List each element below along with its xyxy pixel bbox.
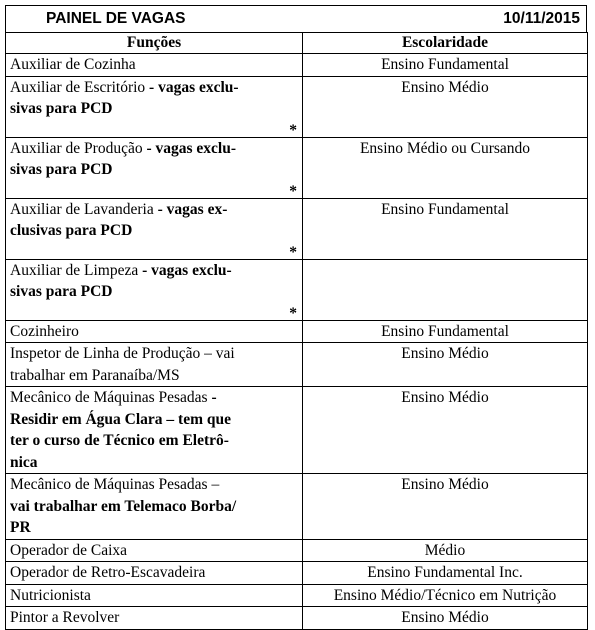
funcao-note: - vagas exclu-	[146, 139, 236, 157]
table-row	[6, 54, 588, 77]
cell-escolaridade: Ensino Médio	[303, 607, 588, 630]
cell-funcao	[6, 259, 303, 320]
panel-header	[5, 5, 587, 32]
cell-funcao	[6, 387, 303, 474]
funcao-text: Nutricionista	[10, 586, 91, 604]
cell-escolaridade: Médio	[303, 539, 588, 562]
funcao-text: Pintor a Revolver	[10, 609, 120, 626]
funcao-line	[10, 474, 297, 496]
funcao-text: Cozinheiro	[10, 322, 79, 340]
funcao-note: - vagas exclu-	[149, 78, 239, 96]
pcd-asterisk: *	[289, 304, 297, 322]
funcao-line	[10, 138, 297, 160]
table-row	[6, 259, 588, 320]
funcao-line	[10, 199, 297, 221]
cell-escolaridade: Ensino Fundamental Inc.	[303, 562, 588, 585]
funcao-note: nica	[10, 453, 38, 471]
funcao-line	[10, 387, 297, 409]
funcao-note: ter o curso de Técnico em Eletrô-	[10, 432, 229, 449]
pcd-asterisk: *	[289, 182, 297, 200]
cell-funcao	[6, 562, 303, 585]
funcao-note: - vagas ex-	[157, 200, 228, 218]
table-row	[6, 562, 588, 585]
funcao-text: Mecânico de Máquinas Pesadas	[10, 389, 212, 406]
funcao-text: Mecânico de Máquinas Pesadas –	[10, 476, 220, 493]
funcao-line	[10, 430, 297, 452]
cell-funcao	[6, 76, 303, 137]
column-header-funcoes: Funções	[6, 33, 303, 54]
table-row	[6, 137, 588, 198]
funcao-note: - vagas exclu-	[142, 261, 232, 279]
cell-funcao	[6, 320, 303, 343]
funcao-line	[10, 585, 297, 607]
vacancy-panel	[5, 5, 587, 630]
funcao-line	[10, 159, 297, 181]
funcao-line	[10, 98, 297, 120]
cell-funcao	[6, 343, 303, 387]
cell-funcao	[6, 474, 303, 540]
cell-escolaridade: Ensino Fundamental	[303, 320, 588, 343]
funcao-text: Auxiliar de Produção	[10, 139, 147, 157]
funcao-text: Operador de Caixa	[10, 541, 128, 559]
funcao-line	[10, 409, 297, 431]
table-row	[6, 76, 588, 137]
table-header-row	[6, 33, 588, 54]
funcao-note: PR	[10, 519, 31, 536]
funcao-text: Auxiliar de Escritório	[10, 78, 150, 96]
funcao-line	[10, 496, 297, 518]
funcao-text: Auxiliar de Lavanderia	[10, 200, 158, 218]
funcao-line	[10, 517, 297, 539]
vacancy-table	[5, 32, 588, 630]
funcao-line	[10, 260, 297, 282]
cell-funcao	[6, 584, 303, 607]
table-row	[6, 584, 588, 607]
cell-escolaridade: Ensino Médio/Técnico em Nutrição	[303, 584, 588, 607]
cell-funcao	[6, 54, 303, 77]
funcao-note: sivas para PCD	[10, 161, 113, 178]
cell-funcao	[6, 607, 303, 630]
funcao-text: Inspetor de Linha de Produção – vai	[10, 345, 235, 362]
funcao-line	[10, 607, 297, 629]
cell-escolaridade: Ensino Fundamental	[303, 198, 588, 259]
funcao-note: -	[211, 389, 217, 406]
funcao-line	[10, 120, 297, 137]
funcao-note: vai trabalhar em Telemaco Borba/	[10, 497, 237, 515]
funcao-line	[10, 181, 297, 198]
funcao-line	[10, 562, 297, 584]
funcao-note: sivas para PCD	[10, 100, 113, 117]
funcao-line	[10, 281, 297, 303]
cell-escolaridade	[303, 259, 588, 320]
cell-escolaridade: Ensino Médio	[303, 474, 588, 540]
table-row	[6, 343, 588, 387]
table-row	[6, 539, 588, 562]
table-row	[6, 387, 588, 474]
funcao-text: trabalhar em Paranaíba/MS	[10, 366, 180, 384]
funcao-line	[10, 54, 297, 76]
cell-escolaridade: Ensino Médio ou Cursando	[303, 137, 588, 198]
funcao-note: clusivas para PCD	[10, 222, 133, 239]
panel-date: 10/11/2015	[503, 10, 580, 27]
cell-funcao	[6, 539, 303, 562]
table-row	[6, 607, 588, 630]
cell-funcao	[6, 137, 303, 198]
funcao-line	[10, 77, 297, 99]
funcao-line	[10, 303, 297, 320]
funcao-line	[10, 452, 297, 474]
table-row	[6, 474, 588, 540]
funcao-text: Auxiliar de Limpeza	[10, 261, 143, 279]
funcao-note: Residir em Água Clara – tem que	[10, 410, 231, 428]
cell-escolaridade: Ensino Fundamental	[303, 54, 588, 77]
cell-funcao	[6, 198, 303, 259]
panel-title: PAINEL DE VAGAS	[46, 10, 186, 27]
funcao-line	[10, 365, 297, 387]
cell-escolaridade: Ensino Médio	[303, 343, 588, 387]
funcao-note: sivas para PCD	[10, 283, 113, 300]
pcd-asterisk: *	[289, 121, 297, 139]
funcao-text: Operador de Retro-Escavadeira	[10, 564, 206, 581]
cell-escolaridade: Ensino Médio	[303, 387, 588, 474]
funcao-line	[10, 321, 297, 343]
funcao-line	[10, 220, 297, 242]
funcao-line	[10, 343, 297, 365]
pcd-asterisk: *	[289, 243, 297, 261]
funcao-text: Auxiliar de Cozinha	[10, 56, 136, 73]
funcao-line	[10, 540, 297, 562]
table-row	[6, 198, 588, 259]
funcao-line	[10, 242, 297, 259]
column-header-escolaridade: Escolaridade	[303, 33, 588, 54]
cell-escolaridade: Ensino Médio	[303, 76, 588, 137]
